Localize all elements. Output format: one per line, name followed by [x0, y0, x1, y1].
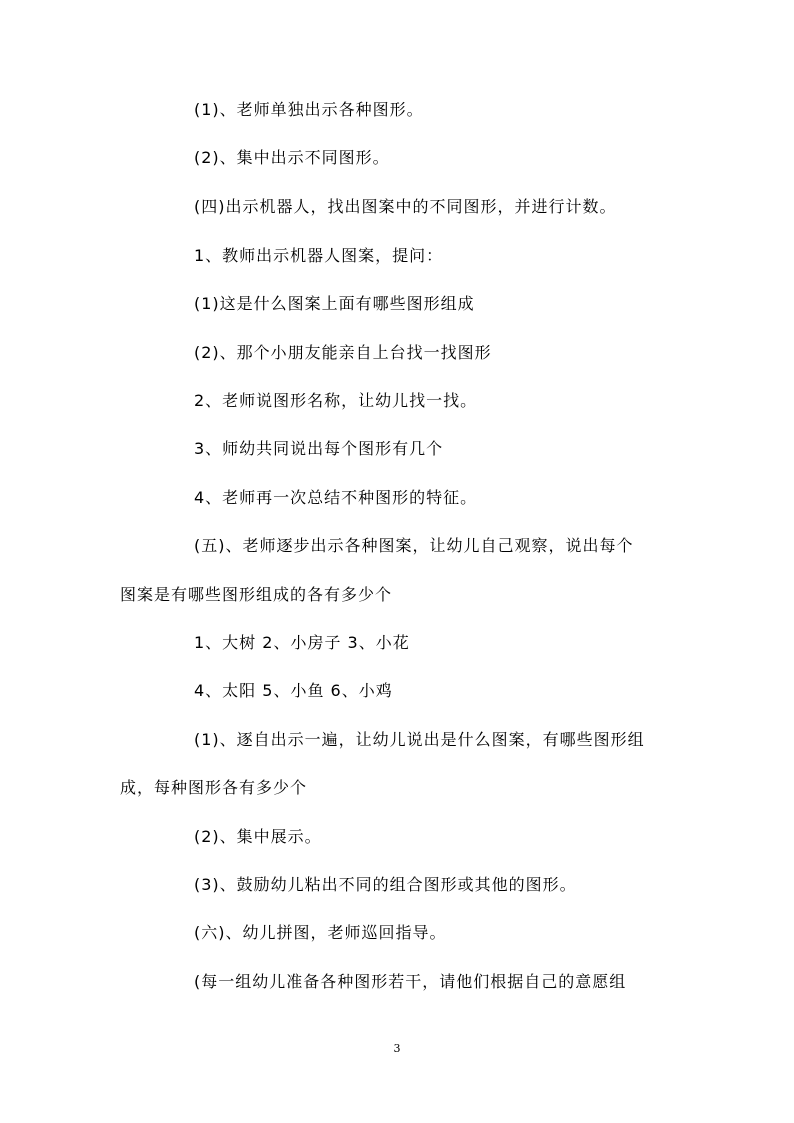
text-line: 4、老师再一次总结不种图形的特征。	[194, 488, 478, 507]
text-line: (2)、集中出示不同图形。	[194, 148, 390, 167]
text-line: (四)出示机器人，找出图案中的不同图形，并进行计数。	[194, 197, 617, 216]
text-line: 图案是有哪些图形组成的各有多少个	[120, 585, 393, 604]
text-line: (2)、那个小朋友能亲自上台找一找图形	[194, 343, 492, 362]
text-line: 1、大树 2、小房子 3、小花	[194, 633, 410, 652]
text-line: (1)、老师单独出示各种图形。	[194, 100, 424, 119]
text-line: (五)、老师逐步出示各种图案，让幼儿自己观察，说出每个	[194, 536, 634, 555]
text-line: (1)、逐自出示一遍，让幼儿说出是什么图案，有哪些图形组	[194, 730, 645, 749]
text-line: 4、太阳 5、小鱼 6、小鸡	[194, 681, 393, 700]
text-line: (每一组幼儿准备各种图形若干，请他们根据自己的意愿组	[194, 972, 627, 991]
text-line: 1、教师出示机器人图案，提问：	[194, 246, 444, 265]
text-line: (3)、鼓励幼儿粘出不同的组合图形或其他的图形。	[194, 875, 577, 894]
page-number: 3	[393, 1042, 401, 1055]
text-line: (2)、集中展示。	[194, 827, 322, 846]
text-line: 2、老师说图形名称，让幼儿找一找。	[194, 391, 478, 410]
text-line: (1)这是什么图案上面有哪些图形组成	[194, 294, 475, 313]
text-line: 3、师幼共同说出每个图形有几个	[194, 439, 444, 458]
text-line: 成，每种图形各有多少个	[120, 778, 308, 797]
text-line: (六)、幼儿拼图，老师巡回指导。	[194, 923, 447, 942]
